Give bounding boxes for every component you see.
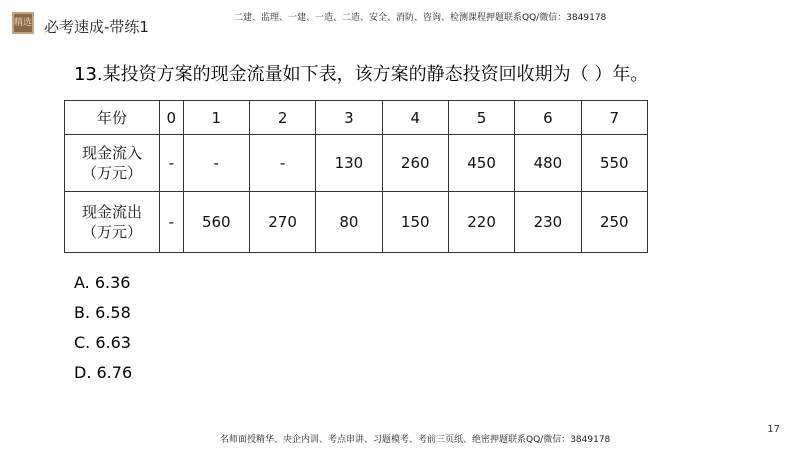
bottom-banner: 名师面授精华、央企内训、考点串讲、习题模考、考前三页纸、绝密押题联系QQ/微信：3849178: [220, 435, 611, 445]
row-label-unit: （万元）: [81, 164, 142, 182]
table-header-cell: 年份: [65, 101, 160, 135]
question-text: 13.某投资方案的现金流量如下表，该方案的静态投资回收期为（ ）年。: [74, 64, 649, 85]
table-cell: 560: [183, 192, 249, 253]
table-header-cell: 7: [581, 101, 647, 135]
table-header-cell: 5: [448, 101, 514, 135]
option-a[interactable]: A. 6.36: [74, 273, 131, 292]
section-title: 必考速成-带练1: [44, 18, 149, 36]
table-cell: 80: [316, 192, 382, 253]
table-row-cash-inflow: [65, 135, 648, 192]
row-label: [65, 135, 160, 192]
row-label-line: 现金流出: [81, 203, 142, 221]
table-cell: 230: [515, 192, 581, 253]
table-cell: 550: [581, 135, 647, 192]
table-cell: 150: [382, 192, 448, 253]
table-cell: 450: [448, 135, 514, 192]
table-cell: 250: [581, 192, 647, 253]
table-cell: -: [183, 135, 249, 192]
table-header-cell: 3: [316, 101, 382, 135]
table-cell: -: [160, 192, 184, 253]
table-cell: 220: [448, 192, 514, 253]
option-c[interactable]: C. 6.63: [74, 333, 131, 352]
table-row-cash-outflow: [65, 192, 648, 253]
table-header-cell: 2: [249, 101, 315, 135]
table-cell: -: [160, 135, 184, 192]
table-cell: 260: [382, 135, 448, 192]
page-number: 17: [767, 424, 780, 435]
row-label-unit: （万元）: [81, 223, 142, 241]
option-b[interactable]: B. 6.58: [74, 303, 131, 322]
row-label-line: 现金流入: [81, 144, 142, 162]
table-header-cell: 1: [183, 101, 249, 135]
row-label: [65, 192, 160, 253]
table-header-row: [65, 101, 648, 135]
table-cell: 480: [515, 135, 581, 192]
table-header-cell: 4: [382, 101, 448, 135]
table-cell: -: [249, 135, 315, 192]
table-header-cell: 0: [160, 101, 184, 135]
table-header-cell: 6: [515, 101, 581, 135]
cash-flow-table: [64, 100, 648, 253]
option-d[interactable]: D. 6.76: [74, 363, 133, 382]
top-banner: 二建、监理、一建、一造、二造、安全、消防、咨询、检测课程押题联系QQ/微信：3849178: [234, 13, 607, 23]
answer-options: [74, 268, 132, 388]
table-cell: 270: [249, 192, 315, 253]
brand-logo: 精选: [12, 12, 34, 34]
table-cell: 130: [316, 135, 382, 192]
